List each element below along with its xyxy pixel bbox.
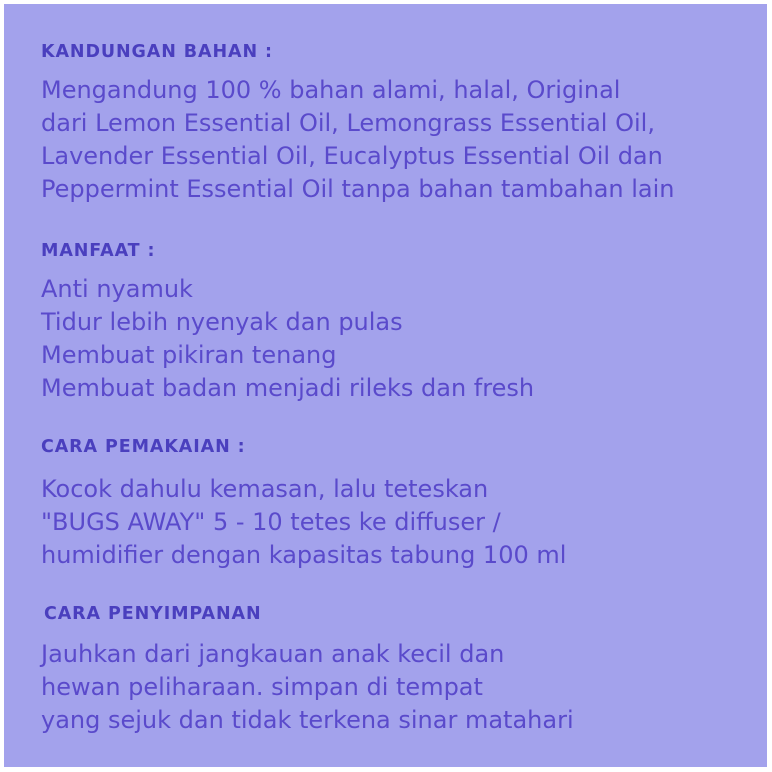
text-line: hewan peliharaan. simpan di tempat xyxy=(41,673,483,701)
text-line: Mengandung 100 % bahan alami, halal, Original xyxy=(41,76,621,104)
text-line: Lavender Essential Oil, Eucalyptus Essential Oil dan xyxy=(41,142,663,170)
section-body-cara-penyimpanan xyxy=(41,638,574,737)
text-line: Peppermint Essential Oil tanpa bahan tambahan lain xyxy=(41,175,675,203)
text-line: Tidur lebih nyenyak dan pulas xyxy=(41,308,403,336)
text-line: Membuat pikiran tenang xyxy=(41,341,337,369)
text-line: Membuat badan menjadi rileks dan fresh xyxy=(41,374,535,402)
section-body-kandungan-bahan xyxy=(41,74,675,206)
text-line: "BUGS AWAY" 5 - 10 tetes ke diffuser / xyxy=(41,508,501,536)
text-line: Jauhkan dari jangkauan anak kecil dan xyxy=(41,640,505,668)
section-body-manfaat xyxy=(41,273,534,405)
text-line: dari Lemon Essential Oil, Lemongrass Essential Oil, xyxy=(41,109,655,137)
section-heading-manfaat: MANFAAT : xyxy=(41,241,156,261)
text-line: yang sejuk dan tidak terkena sinar matahari xyxy=(41,706,574,734)
section-body-cara-pemakaian xyxy=(41,473,566,572)
text-line: Anti nyamuk xyxy=(41,275,193,303)
product-info-card xyxy=(4,4,767,767)
text-line: humidifier dengan kapasitas tabung 100 ml xyxy=(41,541,567,569)
section-heading-cara-penyimpanan: CARA PENYIMPANAN xyxy=(44,604,262,624)
text-line: Kocok dahulu kemasan, lalu teteskan xyxy=(41,475,489,503)
section-heading-kandungan-bahan: KANDUNGAN BAHAN : xyxy=(41,42,273,62)
section-heading-cara-pemakaian: CARA PEMAKAIAN : xyxy=(41,437,246,457)
